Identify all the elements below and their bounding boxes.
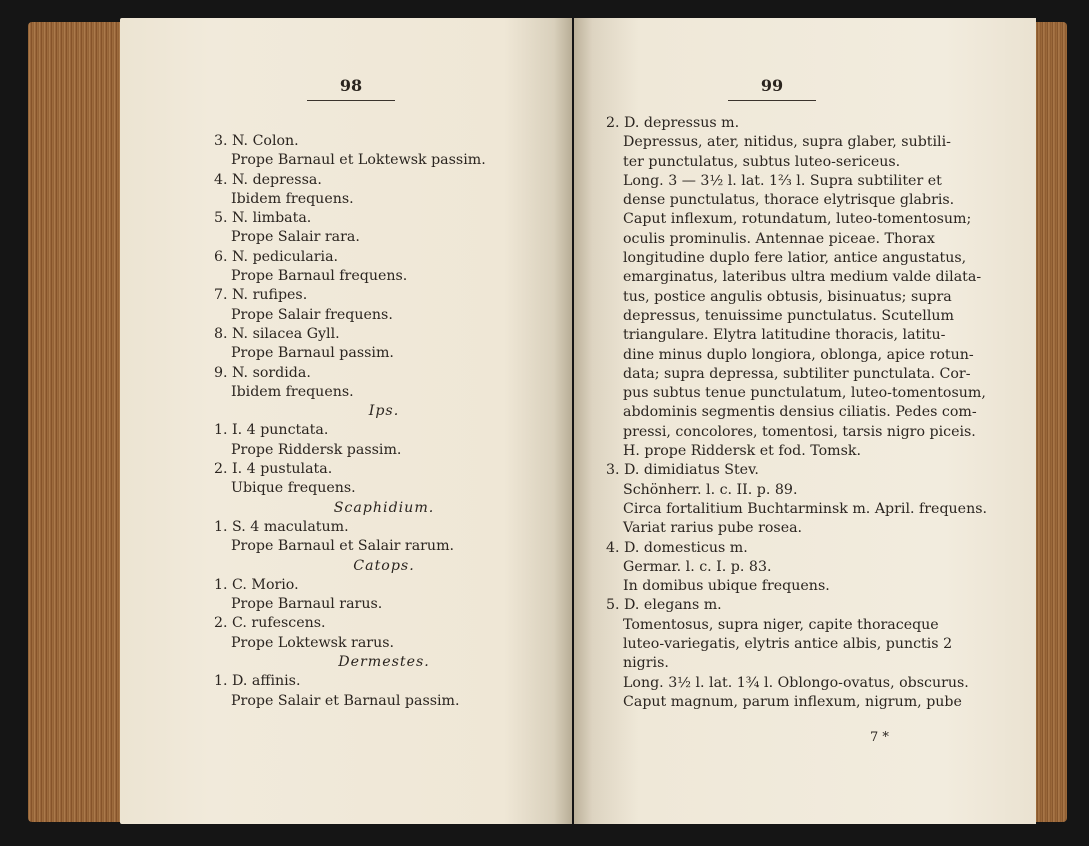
text-line: Ubique frequens. — [231, 480, 356, 497]
species-entry: 9. N. sordida. — [214, 364, 311, 381]
species-entry: 8. N. silacea Gyll. — [214, 325, 340, 342]
text-line: pus subtus tenue punctulatum, luteo-tomentosum, — [623, 385, 986, 402]
text-line: emarginatus, lateribus ultra medium valde dilata- — [623, 269, 982, 286]
text-line: H. prope Riddersk et fod. Tomsk. — [623, 443, 861, 460]
species-entry: 4. N. depressa. — [214, 171, 322, 188]
species-entry: 6. N. pedicularia. — [214, 248, 339, 265]
text-line: Ibidem frequens. — [231, 190, 354, 207]
species-entry: 1. S. 4 maculatum. — [214, 518, 349, 535]
text-line: data; supra depressa, subtiliter punctulata. Cor- — [623, 365, 971, 382]
species-entry: 7. N. rufipes. — [214, 287, 308, 304]
text-line: oculis prominulis. Antennae piceae. Thorax — [623, 230, 935, 247]
species-entry: 3. N. Colon. — [214, 133, 299, 149]
text-line: dine minus duplo longiora, oblonga, apice rotun- — [623, 346, 974, 363]
text-line: Prope Barnaul et Loktewsk passim. — [231, 152, 486, 169]
text-line: Prope Barnaul passim. — [231, 345, 394, 362]
text-line: Circa fortalitium Buchtarminsk m. April. frequens. — [623, 500, 987, 517]
text-line: longitudine duplo fere latior, antice angustatus, — [623, 250, 967, 267]
text-line: ter punctulatus, subtus luteo-sericeus. — [623, 153, 901, 170]
text-line: Prope Barnaul rarus. — [231, 596, 383, 613]
species-entry: 5. D. elegans m. — [606, 597, 722, 614]
left-page-number: 98 — [311, 76, 391, 95]
text-line: Prope Barnaul et Salair rarum. — [231, 538, 455, 555]
text-line: Prope Salair rara. — [231, 229, 360, 246]
text-line: dense punctulatus, thorace elytrisque glabris. — [623, 192, 955, 209]
right-page — [574, 18, 1036, 824]
text-line: abdominis segmentis densius ciliatis. Pedes com- — [623, 404, 977, 421]
text-line: nigris. — [623, 655, 669, 672]
text-line: Prope Riddersk passim. — [231, 441, 402, 458]
text-line: Caput inflexum, rotundatum, luteo-tomentosum; — [623, 211, 972, 228]
species-entry: 2. C. rufescens. — [214, 615, 326, 632]
species-entry: 2. I. 4 pustulata. — [214, 461, 333, 478]
text-line: Ibidem frequens. — [231, 383, 354, 400]
text-line: Germar. l. c. I. p. 83. — [623, 558, 772, 575]
genus-heading: Catops. — [353, 557, 415, 574]
left-page-text — [214, 132, 554, 711]
text-line: Depressus, ater, nitidus, supra glaber, subtili- — [623, 134, 951, 151]
left-page — [120, 18, 572, 824]
text-line: Long. 3½ l. lat. 1¾ l. Oblongo-ovatus, obscurus. — [623, 674, 969, 691]
left-page-edges — [28, 22, 128, 822]
species-entry: 3. D. dimidiatus Stev. — [606, 462, 759, 479]
species-entry: 5. N. limbata. — [214, 210, 312, 227]
text-line: Long. 3 — 3½ l. lat. 1⅔ l. Supra subtiliter et — [623, 172, 942, 189]
text-line: pressi, concolores, tomentosi, tarsis nigro piceis. — [623, 423, 976, 440]
species-entry: 1. C. Morio. — [214, 576, 299, 593]
text-line: Prope Salair et Barnaul passim. — [231, 692, 460, 709]
right-page-number: 99 — [732, 76, 812, 95]
genus-heading: Dermestes. — [338, 654, 430, 671]
text-line: luteo-variegatis, elytris antice albis, punctis 2 — [623, 636, 953, 653]
text-line: Caput magnum, parum inflexum, nigrum, pube — [623, 693, 962, 710]
text-line: Prope Barnaul frequens. — [231, 268, 408, 285]
species-entry: 1. D. affinis. — [214, 673, 301, 690]
text-line: Tomentosus, supra niger, capite thoraceque — [623, 616, 939, 633]
right-page-text — [606, 114, 1016, 712]
text-line: Variat rarius pube rosea. — [623, 520, 803, 537]
genus-heading: Ips. — [368, 403, 400, 420]
genus-heading: Scaphidium. — [333, 499, 435, 516]
text-line: triangulare. Elytra latitudine thoracis, latitu- — [623, 327, 946, 344]
species-entry: 4. D. domesticus m. — [606, 539, 748, 556]
species-entry: 2. D. depressus m. — [606, 115, 740, 131]
text-line: depressus, tenuissime punctulatus. Scutellum — [623, 307, 954, 324]
text-line: Schönherr. l. c. II. p. 89. — [623, 481, 798, 498]
text-line: In domibus ubique frequens. — [623, 578, 830, 595]
signature-mark: 7 * — [870, 730, 889, 745]
species-entry: 1. I. 4 punctata. — [214, 422, 329, 439]
text-line: Prope Salair frequens. — [231, 306, 393, 323]
text-line: Prope Loktewsk rarus. — [231, 634, 394, 651]
text-line: tus, postice angulis obtusis, bisinuatus; supra — [623, 288, 952, 305]
